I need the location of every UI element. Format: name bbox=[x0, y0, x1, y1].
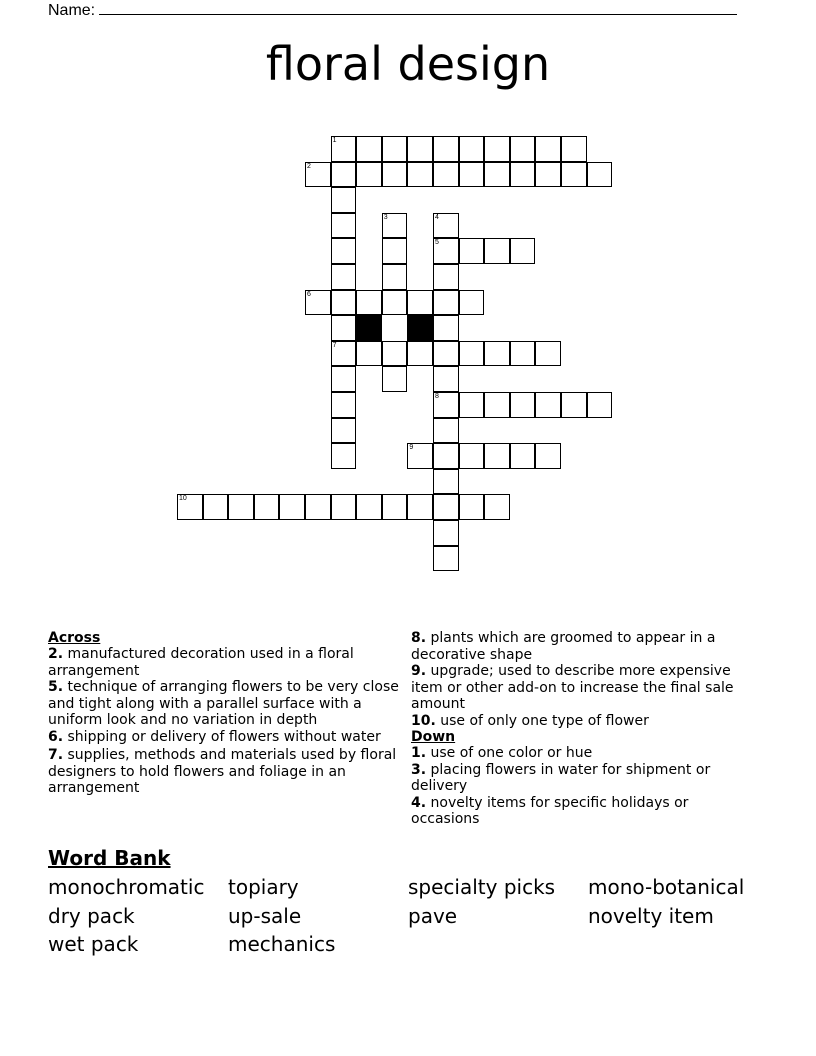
clue-number: 6 bbox=[307, 290, 311, 298]
crossword-cell[interactable] bbox=[331, 290, 357, 316]
crossword-cell[interactable] bbox=[535, 162, 561, 188]
crossword-cell[interactable] bbox=[331, 213, 357, 239]
crossword-cell[interactable] bbox=[484, 341, 510, 367]
clue-number: 5 bbox=[435, 239, 439, 247]
crossword-cell[interactable] bbox=[331, 443, 357, 469]
crossword-cell[interactable] bbox=[433, 136, 459, 162]
clue-across-10: 10. use of only one type of flower bbox=[411, 712, 649, 729]
clue-across-9: 9. upgrade; used to describe more expensive item or other add-on to increase the final sale amount bbox=[411, 663, 734, 712]
crossword-cell[interactable] bbox=[510, 136, 536, 162]
crossword-cell[interactable] bbox=[484, 162, 510, 188]
clue-down-3: 3. placing flowers in water for shipment or delivery bbox=[411, 761, 711, 794]
crossword-cell[interactable] bbox=[331, 187, 357, 213]
crossword-cell[interactable] bbox=[407, 162, 433, 188]
crossword-cell[interactable] bbox=[433, 213, 459, 239]
crossword-cell[interactable] bbox=[331, 418, 357, 444]
crossword-cell[interactable] bbox=[433, 392, 459, 418]
word-bank-item: mono-botanical bbox=[588, 875, 745, 899]
crossword-cell[interactable] bbox=[382, 366, 408, 392]
crossword-cell[interactable] bbox=[331, 238, 357, 264]
crossword-cell[interactable] bbox=[433, 238, 459, 264]
crossword-cell[interactable] bbox=[305, 162, 331, 188]
crossword-cell[interactable] bbox=[382, 494, 408, 520]
clues-column-right bbox=[411, 630, 761, 828]
crossword-cell[interactable] bbox=[484, 136, 510, 162]
crossword-cell[interactable] bbox=[279, 494, 305, 520]
crossword-cell[interactable] bbox=[459, 290, 485, 316]
crossword-cell[interactable] bbox=[433, 315, 459, 341]
clue-across-8: 8. plants which are groomed to appear in a decorative shape bbox=[411, 630, 716, 663]
crossword-cell[interactable] bbox=[459, 341, 485, 367]
clue-across-5: 5. technique of arranging flowers to be very close and tight along with a parallel surface with a uniform look and no variation in depth bbox=[48, 679, 399, 728]
crossword-cell[interactable] bbox=[535, 136, 561, 162]
crossword-cell[interactable] bbox=[510, 392, 536, 418]
crossword-cell[interactable] bbox=[433, 264, 459, 290]
word-bank-item: specialty picks bbox=[408, 875, 556, 899]
crossword-cell[interactable] bbox=[459, 136, 485, 162]
crossword-cell[interactable] bbox=[535, 341, 561, 367]
crossword-cell[interactable] bbox=[510, 443, 536, 469]
crossword-cell[interactable] bbox=[356, 162, 382, 188]
crossword-cell[interactable] bbox=[484, 494, 510, 520]
word-bank-item: pave bbox=[408, 903, 458, 928]
clue-number: 3 bbox=[383, 213, 388, 221]
page-title: floral design bbox=[265, 37, 551, 91]
crossword-cell[interactable] bbox=[561, 392, 587, 418]
word-bank-item: up-sale bbox=[228, 903, 302, 928]
crossword-cell[interactable] bbox=[407, 290, 433, 316]
crossword-cell[interactable] bbox=[382, 136, 408, 162]
crossword-cell[interactable] bbox=[561, 136, 587, 162]
crossword-cell[interactable] bbox=[228, 494, 254, 520]
crossword-cell[interactable] bbox=[356, 341, 382, 367]
crossword-cell[interactable] bbox=[407, 136, 433, 162]
crossword-cell[interactable] bbox=[356, 494, 382, 520]
clue-across-2: 2. manufactured decoration used in a floral arrangement bbox=[48, 646, 354, 679]
crossword-cell[interactable] bbox=[587, 162, 613, 188]
crossword-cell[interactable] bbox=[433, 443, 459, 469]
crossword-cell[interactable] bbox=[254, 494, 280, 520]
crossword-cell[interactable] bbox=[382, 290, 408, 316]
crossword-cell[interactable] bbox=[331, 315, 357, 341]
crossword-cell[interactable] bbox=[459, 443, 485, 469]
word-bank-item: novelty item bbox=[588, 903, 714, 928]
word-bank-title: Word Bank bbox=[48, 846, 171, 870]
crossword-cell[interactable] bbox=[382, 162, 408, 188]
across-heading: Across bbox=[48, 630, 101, 646]
crossword-cell[interactable] bbox=[433, 520, 459, 546]
crossword-cell[interactable] bbox=[407, 443, 433, 469]
clues-column-left bbox=[48, 630, 406, 797]
crossword-block bbox=[356, 315, 382, 341]
clue-across-6: 6. shipping or delivery of flowers without water bbox=[48, 728, 381, 745]
crossword-cell[interactable] bbox=[331, 136, 357, 162]
crossword-cell[interactable] bbox=[433, 494, 459, 520]
crossword-cell[interactable] bbox=[382, 213, 408, 239]
word-bank-item: mechanics bbox=[228, 932, 336, 956]
clue-number: 1 bbox=[332, 137, 337, 144]
crossword-cell[interactable] bbox=[459, 162, 485, 188]
crossword-cell[interactable] bbox=[433, 366, 459, 392]
crossword-cell[interactable] bbox=[356, 136, 382, 162]
crossword-cell[interactable] bbox=[203, 494, 229, 520]
word-bank-item: monochromatic bbox=[48, 875, 205, 899]
crossword-cell[interactable] bbox=[177, 494, 203, 520]
crossword-cell[interactable] bbox=[331, 494, 357, 520]
crossword-cell[interactable] bbox=[433, 341, 459, 367]
crossword-cell[interactable] bbox=[331, 264, 357, 290]
crossword-cell[interactable] bbox=[535, 392, 561, 418]
crossword-cell[interactable] bbox=[407, 494, 433, 520]
crossword-cell[interactable] bbox=[510, 238, 536, 264]
word-bank-item: topiary bbox=[228, 875, 299, 899]
crossword-cell[interactable] bbox=[331, 366, 357, 392]
clue-number: 10 bbox=[179, 495, 187, 503]
crossword-cell[interactable] bbox=[433, 162, 459, 188]
crossword-cell[interactable] bbox=[459, 392, 485, 418]
crossword-cell[interactable] bbox=[331, 341, 357, 367]
clue-down-1: 1. use of one color or hue bbox=[411, 745, 593, 761]
crossword-cell[interactable] bbox=[561, 162, 587, 188]
crossword-cell[interactable] bbox=[331, 162, 357, 188]
crossword-cell[interactable] bbox=[510, 162, 536, 188]
crossword-cell[interactable] bbox=[433, 546, 459, 572]
crossword-cell[interactable] bbox=[433, 290, 459, 316]
word-bank-item: dry pack bbox=[48, 903, 135, 928]
crossword-cell[interactable] bbox=[510, 341, 536, 367]
crossword-cell[interactable] bbox=[331, 392, 357, 418]
crossword-cell[interactable] bbox=[305, 494, 331, 520]
clue-number: 2 bbox=[307, 162, 311, 170]
word-bank bbox=[48, 873, 768, 959]
crossword-cell[interactable] bbox=[382, 264, 408, 290]
crossword-cell[interactable] bbox=[382, 238, 408, 264]
crossword-cell[interactable] bbox=[356, 290, 382, 316]
crossword-cell[interactable] bbox=[459, 238, 485, 264]
crossword-cell[interactable] bbox=[407, 341, 433, 367]
crossword-cell[interactable] bbox=[484, 238, 510, 264]
crossword-cell[interactable] bbox=[433, 469, 459, 495]
crossword-cell[interactable] bbox=[459, 494, 485, 520]
crossword-cell[interactable] bbox=[433, 418, 459, 444]
clue-across-7: 7. supplies, methods and materials used by floral designers to hold flowers and foliage in an arrangement bbox=[48, 747, 397, 796]
crossword-cell[interactable] bbox=[382, 341, 408, 367]
clue-down-4: 4. novelty items for specific holidays or occasions bbox=[411, 794, 689, 827]
clue-number: 4 bbox=[435, 213, 439, 221]
down-heading: Down bbox=[411, 729, 456, 745]
clue-number: 7 bbox=[332, 341, 337, 349]
crossword-cell[interactable] bbox=[305, 290, 331, 316]
clue-number: 8 bbox=[435, 393, 439, 400]
name-label: Name: bbox=[48, 2, 96, 19]
word-bank-item: wet pack bbox=[48, 932, 139, 956]
clue-number: 9 bbox=[409, 444, 414, 452]
crossword-cell[interactable] bbox=[484, 443, 510, 469]
crossword-cell[interactable] bbox=[535, 443, 561, 469]
crossword-block bbox=[407, 315, 433, 341]
crossword-cell[interactable] bbox=[587, 392, 613, 418]
crossword-cell[interactable] bbox=[484, 392, 510, 418]
